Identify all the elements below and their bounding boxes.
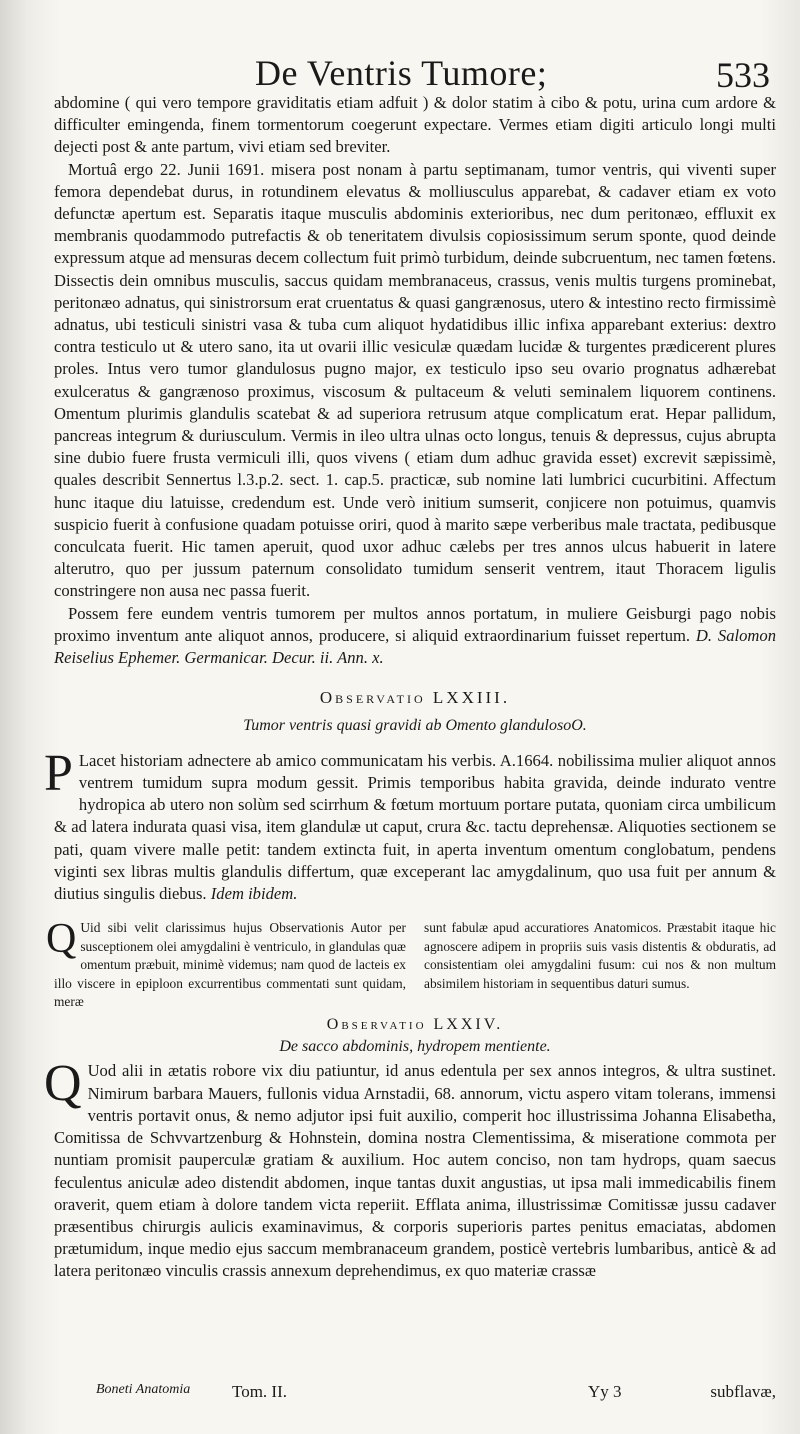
observatio-73-body bbox=[44, 744, 776, 905]
page-footer bbox=[96, 1382, 776, 1410]
running-title: De Ventris Tumore; bbox=[255, 53, 548, 93]
scholium-right-column bbox=[424, 919, 776, 1012]
footer-book-title: Boneti Anatomia bbox=[96, 1382, 191, 1397]
dropcap-q: Q bbox=[44, 1055, 82, 1113]
observatio-73-title: Observatio LXXIII. bbox=[319, 688, 511, 708]
paragraph-3 bbox=[54, 603, 776, 670]
page-number: 533 bbox=[716, 55, 770, 95]
scholium-left-column bbox=[46, 916, 406, 1012]
citation-reiselius: D. Salomon Reiselius Ephemer. Germanicar. Decur. ii. Ann. x. bbox=[54, 625, 776, 668]
scholium-right-text: sunt fabulæ apud accuratiores Anatomicos. Præstabit itaque hic agnoscere adipem in propriis suis vasis distentis & obduratis, ad consistentiam olei amygdalini fusum: cui nos & non multum absimilem historiam in sequentibus daturi sumus. bbox=[424, 920, 776, 991]
footer-signature: Yy 3 bbox=[588, 1382, 622, 1401]
observatio-74-subtitle: De sacco abdominis, hydropem mentiente. bbox=[279, 1038, 551, 1056]
footer-catchword: subflavæ, bbox=[710, 1382, 776, 1401]
observatio-73-text: Lacet historiam adnectere ab amico communicatam his verbis. A.1664. nobilissima mulier aliquot annos ventrem tumidum supra modum gessit. Primis temporibus habita gravida, deinde indurato ventre hydropica ab utero non solùm sed scirrhum & fœtum mortuum portare putata, quoniam circa umbilicum & ad latera indurata quasi visa, item glandulæ ut caput, crura &c. tactu deprehensæ. Aliquoties sectionem se pati, quam vivere malle petit: tandem extincta fuit, in aperta inventum omentum conglobatum, pendens viginti sex libras multis glandulis differtum, quæ exceperant lac amygdalinum, quo usa fuit per annum & diutius singulis diebus. bbox=[54, 750, 776, 903]
observatio-74-title: Observatio LXXIV. bbox=[326, 1016, 504, 1034]
paragraph-1: abdomine ( qui vero tempore graviditatis etiam adfuit ) & dolor statim à cibo & potu, urina cum ardore & difficulter emingenda, finem tormentorum coegerunt expectare. Vermes etiam digiti articulo longi multi dejecti post & ante partum, vivi etiam sed breviter. bbox=[54, 93, 776, 157]
dropcap-p: P bbox=[44, 744, 73, 802]
scholium-left-text: Uid sibi velit clarissimus hujus Observationis Autor per susceptionem olei amygdalini è ventriculo, in glandulas quæ omentum præbuit, minimè videmus; nam quod de lacteis ex illo viscere in epiploon excurrentibus commentati sunt quidam, meræ bbox=[54, 920, 406, 1010]
observatio-74-text: Uod alii in ætatis robore vix diu patiuntur, id anus edentula per sex annos integros, & ultra sustinet. Nimirum barbara Mauers, fullonis vidua Arnstadii, 68. annorum, victu aspero vitam tolerans, immensi ventris portavit onus, & nemo adjutor ipsi fuit auxilio, comperit hoc illustrissima Johanna Elisabetha, Comitissa de Schvvartzenburg & Hohnstein, domina nostra Clementissima, & miseratione commota per nuntiam promisit pauperculæ gratiam & auxilium. Hoc autem conciso, non tam hydrops, quam saecus feculentus aniculæ adeo distendit abdomen, inque tantas duxit angustias, ut ipsa mali immedicabilis finem oraverit, quem etiam à dolore tandem victa reperiit. Efflata anima, illustrissimæ Comitissæ jussu cadaver præsentibus chirurgis aulicis examinavimus, & corporis superioris partes penitus emaciatas, abdomen prætumidum, inque medio ejus saccum membranaceum grandem, posticè vertebris lumbaribus, anticè & ad latera peritonæo vinculis crassis annexum deprehendimus, ex quo materiæ crassæ bbox=[54, 1061, 776, 1281]
main-text bbox=[44, 92, 776, 1283]
citation-idem: Idem ibidem. bbox=[210, 883, 298, 903]
footer-volume: Tom. II. bbox=[232, 1382, 287, 1401]
paragraph-2: Mortuâ ergo 22. Junii 1691. misera post nonam à partu septimanam, tumor ventris, qui viventi super femora dependebat durus, in rotundinem elevatus & molliusculus apparebat, & cadaver etiam ex voto defunctæ apertum est. Separatis itaque musculis abdominis exterioribus, nec dum peritonæo, effluxit ex membranis quodammodo putrefactis & ob teneritatem divulsis copiosissimum serum sponte, quod deinde expressum atque ad mensuras decem collectum fuit primò turbidum, deinde subcruentum, nec tamen fœtens. Dissectis dein omnibus musculis, saccus quidam membranaceus, crassus, venis multis turgens prominebat, peritonæo adnatus, qui sinistrorsum erat cruentatus & quasi gangrænosus, utero & intestino recto firmissimè adnatus, ubi testiculi sinistri vasa & tuba cum aliquot hydatidibus illic infixa apparebant exterius: dextro contra testiculo ut & utero sano, ita ut ovarii illic vesiculæ quædam lucidæ & turgentes prædicerent plures proles. Intus vero tumor glandulosus pugno major, ex testiculo ipso seu ovario prognatus adhærebat exulceratus & gangrænoso proximus, viscosum & pultaceum & veluti seminalem liquorem continens. Omentum plurimis glandulis scatebat & ad superiora retrusum atque complicatum erat. Hepar pallidum, pancreas integrum & duriusculum. Vermis in ileo ultra ulnas octo longus, tenuis & depressus, cujus abrupta sine dubio fuere frusta vermiculi illi, quos vivens ( etiam dum adhuc gravida esset) excrevit sæpissimè, quales describit Sennertus l.3.p.2. sect. 1. cap.5. practicæ, sub nomine lati lumbrici cucurbitini. Affectum hunc itaque diu latuisse, credendum est. Unde verò initium sumserit, conjicere non potuimus, quamvis suspicio fuerit à confusione quadam potuisse oriri, quod à marito sæpe verberibus male tractata, pedibusque conculcata fuerit. Hic tamen aperuit, quod uxor adhuc cælebs per tres annos ulcus habuerit in latere alterutro, quo per jussum paternum consolidato tumidum senserit ventrem, itaut Thoracem ligulis constringere non ausa nec passa fuerit. bbox=[54, 159, 776, 601]
observatio-74-body bbox=[44, 1055, 776, 1282]
dropcap-q-scholium: Q bbox=[46, 916, 77, 963]
observatio-73-subtitle: Tumor ventris quasi gravidi ab Omento glandulosoO. bbox=[243, 717, 587, 735]
paragraph-3-text: Possem fere eundem ventris tumorem per multos annos portatum, in muliere Geisburgi pago nobis proximo inventum ante aliquot annos, producere, si aliquid extraordinarium fuisset repertum. bbox=[54, 603, 776, 645]
scholium bbox=[46, 916, 776, 1012]
